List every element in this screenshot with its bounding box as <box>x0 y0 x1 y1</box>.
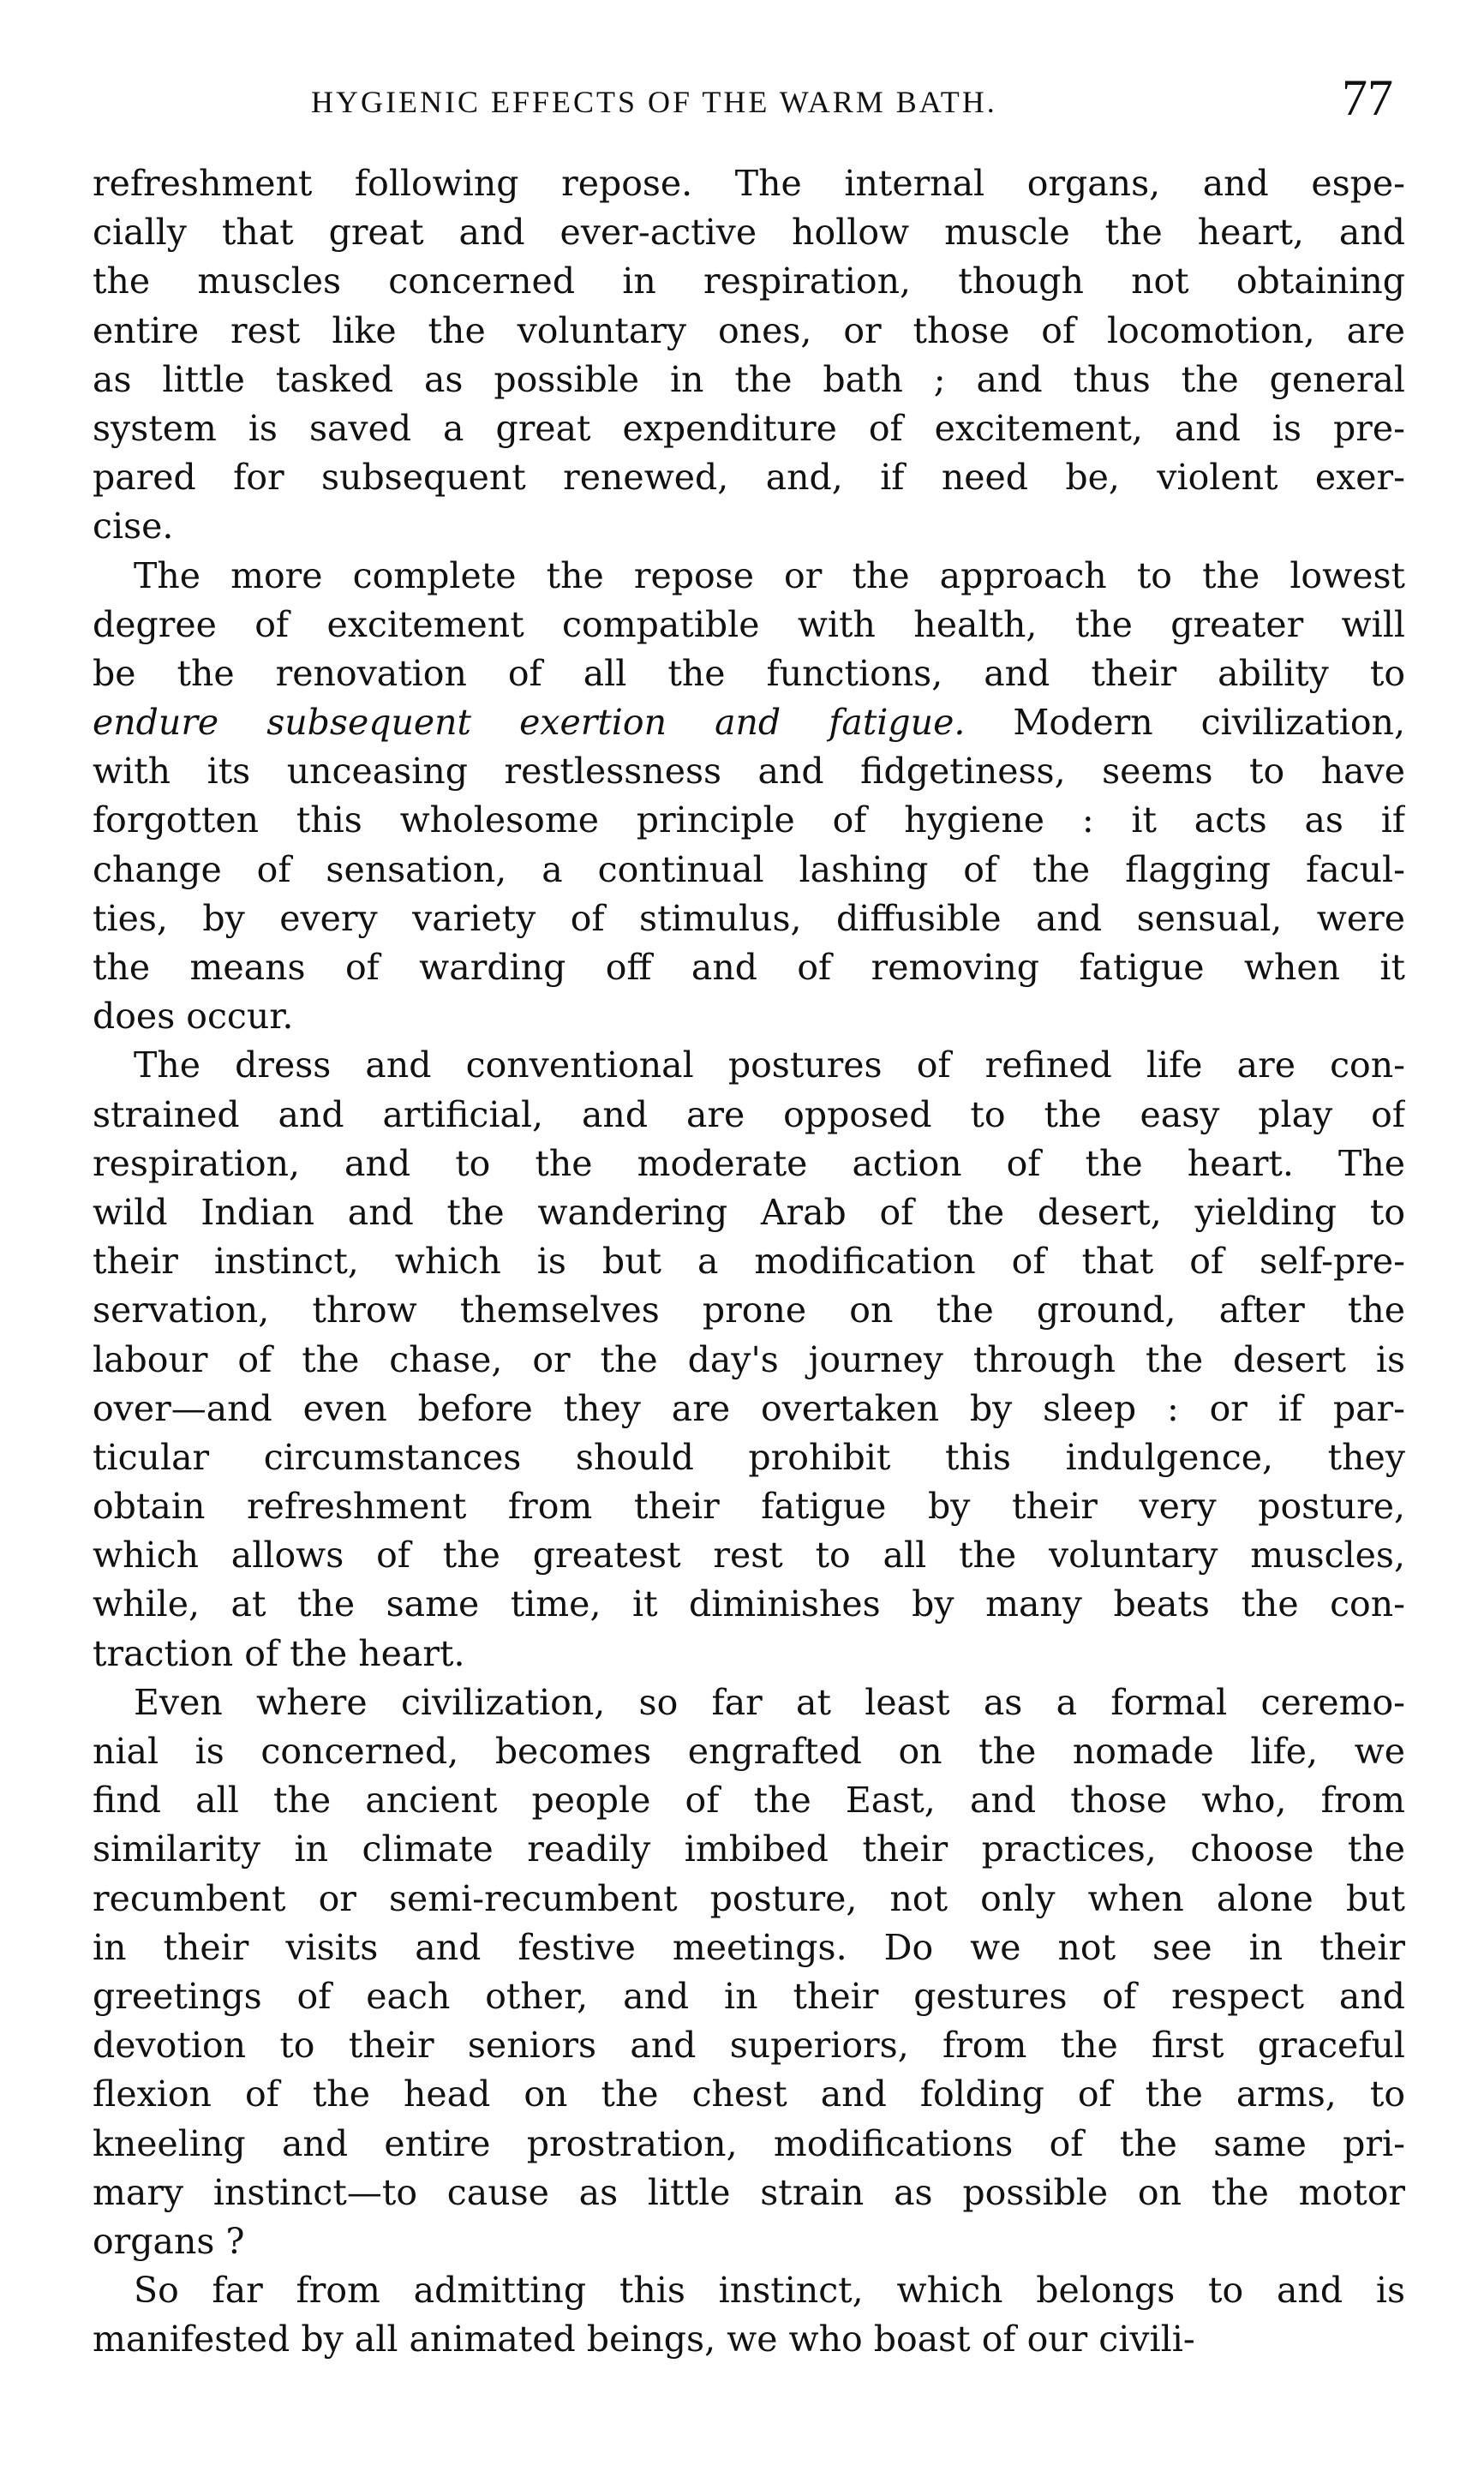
text-line: labour of the chase, or the day's journey through the desert is <box>93 1338 1405 1380</box>
text-line: refreshment following repose. The internal organs, and espe- <box>93 163 1405 204</box>
text-line: ticular circumstances should prohibit this indulgence, they <box>93 1436 1405 1478</box>
text-line: recumbent or semi-recumbent posture, not only when alone but <box>93 1877 1405 1919</box>
italic-text: endure subsequent exertion and fatigue. <box>93 702 966 744</box>
paragraph <box>93 1678 1405 2266</box>
text-line: degree of excitement compatible with health, the greater will <box>93 603 1405 645</box>
text-line: their instinct, which is but a modification of that of self-pre- <box>93 1241 1405 1283</box>
text-line: system is saved a great expenditure of excitement, and is pre- <box>93 407 1405 449</box>
text-line: servation, throw themselves prone on the ground, after the <box>93 1289 1405 1331</box>
text-line: manifested by all animated beings, we who boast of our civili- <box>93 2318 1195 2360</box>
text-line: obtain refreshment from their fatigue by their very posture, <box>93 1486 1405 1528</box>
paragraph <box>93 159 1405 552</box>
text-line: Even where civilization, so far at least as a formal ceremo- <box>134 1681 1405 1723</box>
text-line: devotion to their seniors and superiors, from the first graceful <box>93 2025 1405 2067</box>
text-line: wild Indian and the wandering Arab of the desert, yielding to <box>93 1191 1405 1233</box>
text-line: which allows of the greatest rest to all the voluntary muscles, <box>93 1535 1405 1577</box>
page-header <box>93 69 1405 137</box>
text-line: change of sensation, a continual lashing of the flagging facul- <box>93 848 1405 890</box>
running-head: HYGIENIC EFFECTS OF THE WARM BATH. <box>311 85 997 119</box>
text-line: nial is concerned, becomes engrafted on the nomade life, we <box>93 1731 1405 1772</box>
text-line: So far from admitting this instinct, which belongs to and is <box>134 2270 1405 2312</box>
text-line: entire rest like the voluntary ones, or those of locomotion, are <box>93 309 1405 351</box>
page-number: 77 <box>1342 69 1393 126</box>
text-line: over—and even before they are overtaken by sleep : or if par- <box>93 1387 1405 1429</box>
text-line: while, at the same time, it diminishes by many beats the con- <box>93 1583 1405 1625</box>
text-line: as little tasked as possible in the bath ; and thus the general <box>93 358 1405 400</box>
text-line: greetings of each other, and in their gestures of respect and <box>93 1975 1405 2017</box>
text-line: strained and artificial, and are opposed to the easy play of <box>93 1093 1405 1135</box>
text-line: kneeling and entire prostration, modifications of the same pri- <box>93 2122 1405 2164</box>
text-line: The more complete the repose or the approach to the lowest <box>134 554 1405 596</box>
text-line: find all the ancient people of the East, and those who, from <box>93 1780 1405 1822</box>
text-line: cise. <box>93 506 174 547</box>
text-line: endure subsequent exertion and fatigue. Modern civilization, <box>93 702 1405 744</box>
text-line: traction of the heart. <box>93 1632 465 1674</box>
text-line: does occur. <box>93 996 294 1038</box>
text-line: the muscles concerned in respiration, though not obtaining <box>93 260 1405 302</box>
book-page <box>93 69 1405 2364</box>
text-line: ties, by every variety of stimulus, diffusible and sensual, were <box>93 897 1405 939</box>
text-line: mary instinct—to cause as little strain as possible on the motor <box>93 2171 1405 2213</box>
text-line: with its unceasing restlessness and fidgetiness, seems to have <box>93 751 1405 793</box>
text-line: respiration, and to the moderate action of the heart. The <box>93 1142 1405 1184</box>
text-line: similarity in climate readily imbibed their practices, choose the <box>93 1828 1405 1870</box>
text-line: forgotten this wholesome principle of hygiene : it acts as if <box>93 799 1405 841</box>
text-line: organs ? <box>93 2220 245 2262</box>
body-text <box>93 159 1405 2364</box>
text-line: be the renovation of all the functions, and their ability to <box>93 652 1405 694</box>
text-line: the means of warding off and of removing fatigue when it <box>93 947 1405 988</box>
paragraph <box>93 2266 1405 2364</box>
paragraph <box>93 1041 1405 1678</box>
text-line: The dress and conventional postures of refined life are con- <box>134 1044 1405 1086</box>
paragraph <box>93 552 1405 1042</box>
text-line: flexion of the head on the chest and folding of the arms, to <box>93 2073 1405 2115</box>
text-line: cially that great and ever-active hollow muscle the heart, and <box>93 212 1405 254</box>
text-line: in their visits and festive meetings. Do we not see in their <box>93 1926 1405 1968</box>
text-line: pared for subsequent renewed, and, if need be, violent exer- <box>93 457 1405 499</box>
